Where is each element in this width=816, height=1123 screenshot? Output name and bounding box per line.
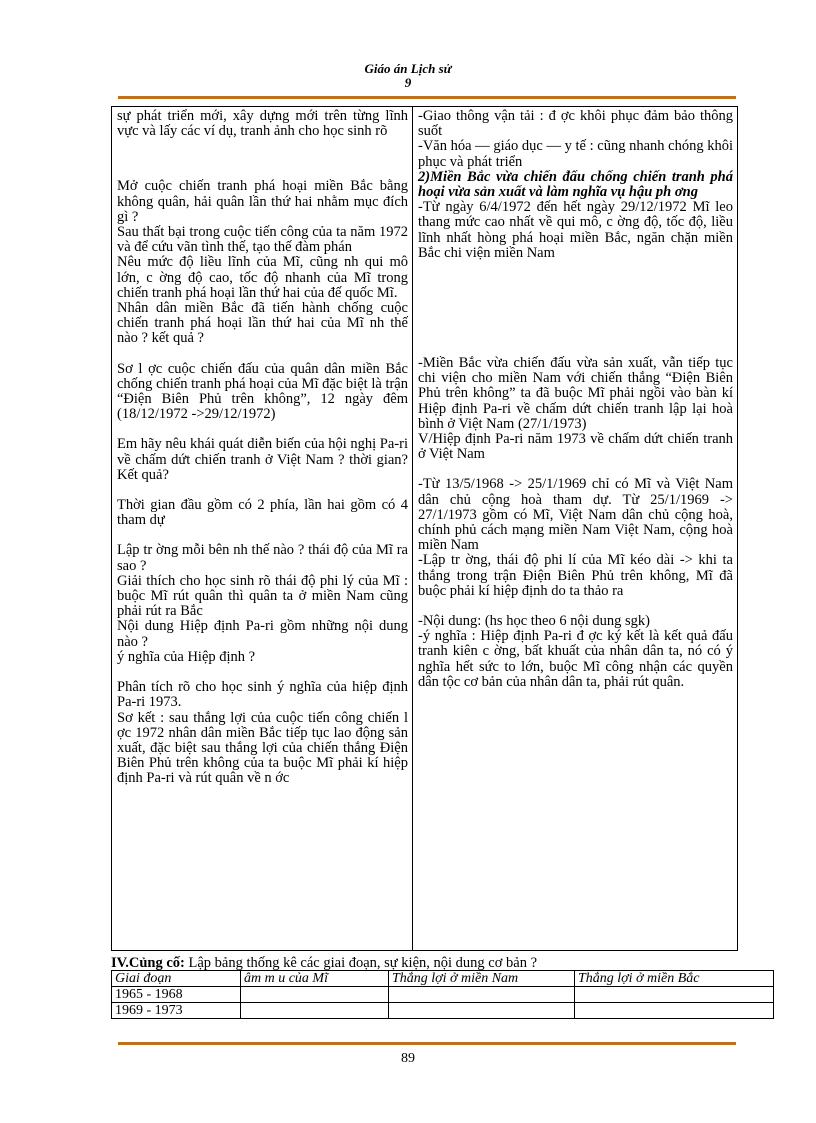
lesson-table <box>111 106 738 951</box>
summary-header-row <box>112 971 774 987</box>
summary-row <box>112 1003 774 1019</box>
left-para: ý nghĩa của Hiệp định ? <box>117 648 256 665</box>
summary-cell: 1965 - 1968 <box>112 987 241 1003</box>
section-heading: 2)Miền Bắc vừa chiến đấu chống chiến tranh phá hoại vừa sản xuất và làm nghĩa vụ hậu ph ơng <box>418 168 733 201</box>
left-para: Sơ kết : sau thắng lợi của cuộc tiến công chiến l ợc 1972 nhân dân miền Bắc tiếp tục lao động sản xuất, đặc biệt sau thắng lợi của chiến thắng Điện Biên Phủ trên không của ta buộc Mĩ phải kí hiệp định Pa-ri và rút quân về n ớc <box>117 709 408 787</box>
left-para: sự phát triển mới, xây dựng mới trên từng lĩnh vực và lấy các ví dụ, tranh ảnh cho học sinh rõ <box>117 108 408 140</box>
left-para: Thời gian đầu gồm có 2 phía, lần hai gồm có 4 tham dự <box>117 497 408 529</box>
left-para: Lập tr ờng mỗi bên nh thế nào ? thái độ của Mĩ ra sao ? <box>117 542 408 574</box>
content-column <box>413 107 738 951</box>
right-para: -Nội dung: (hs học theo 6 nội dung sgk) <box>418 613 650 630</box>
summary-cell <box>241 987 389 1003</box>
summary-cell <box>241 1003 389 1019</box>
header-grade: 9 <box>404 75 412 90</box>
teacher-column <box>112 107 413 951</box>
section-heading: V/Hiệp định Pa-ri năm 1973 về chấm dứt chiến tranh ở Việt Nam <box>418 431 733 463</box>
right-para: -Từ 13/5/1968 -> 25/1/1969 chỉ có Mĩ và Việt Nam dân chủ cộng hoà tham dự. Từ 25/1/1969 -> 27/1/1973 gồm có Mĩ, Việt Nam dân chủ cộng hoà, chính phủ cách mạng miền Nam Việt Nam, cộng hoà miền Nam <box>418 476 733 554</box>
right-para: -ý nghĩa : Hiệp định Pa-ri đ ợc ký kết là kết quả đấu tranh kiên c ờng, bất khuất của nhân dân ta, nó có ý nghĩa hết sức to lớn, buộc Mĩ công nhận các quyền dân tộc cơ bản của nhân dân ta, phải rút quân. <box>418 628 733 690</box>
right-para: -Từ ngày 6/4/1972 đến hết ngày 29/12/1972 Mĩ leo thang mức cao nhất về qui mô, c ờng độ, tốc độ, liều lĩnh nhất hòng phá hoại miền Bắc, ngăn chặn miền Bắc chi viện miền Nam <box>418 199 733 261</box>
summary-header-cell: Thắng lợi ở miền Bắc <box>575 971 774 987</box>
summary-cell: 1969 - 1973 <box>112 1003 241 1019</box>
left-para: Giải thích cho học sinh rõ thái độ phi lý của Mĩ : buộc Mĩ rút quân thì quân ta ở miền Nam cũng phải rút ra Bắc <box>117 572 408 620</box>
left-para: Nhân dân miền Bắc đã tiến hành chống cuộc chiến tranh phá hoại lần thứ hai của Mĩ nh thế nào ? kết quả ? <box>117 300 408 347</box>
summary-table <box>111 970 774 1019</box>
left-para: Sau thất bại trong cuộc tiến công của ta năm 1972 và để cứu vãn tình thế, tạo thế đàm phán <box>117 224 408 256</box>
left-para: Em hãy nêu khái quát diễn biến của hội nghị Pa-ri về chấm dứt chiến tranh ở Việt Nam ? thời gian? Kết quả? <box>117 436 408 483</box>
footer-rule <box>118 1042 736 1045</box>
right-para: -Văn hóa — giáo dục — y tế : cũng nhanh chóng khôi phục và phát triển <box>418 138 733 170</box>
right-para: -Giao thông vận tải : đ ợc khôi phục đảm bảo thông suốt <box>418 108 733 140</box>
header-title: Giáo án Lịch sử <box>364 61 452 76</box>
summary-header-cell: âm m u của Mĩ <box>241 971 389 987</box>
header-rule <box>118 96 736 99</box>
summary-row <box>112 987 774 1003</box>
page-number: 89 <box>401 1051 415 1066</box>
summary-header-cell: Giai đoạn <box>112 971 241 987</box>
left-para: Nêu mức độ liều lĩnh của Mĩ, cũng nh qui mô lớn, c ờng độ cao, tốc độ nhanh của Mĩ trong chiến tranh phá hoại lần thứ hai của đế quốc Mĩ. <box>117 254 408 301</box>
left-para: Sơ l ợc cuộc chiến đấu của quân dân miền Bắc chống chiến tranh phá hoại của Mĩ đặc biệt là trận “Điện Biên Phủ trên không”, 12 ngày đêm (18/12/1972 ->29/12/1972) <box>117 360 408 423</box>
right-para: -Lập tr ờng, thái độ phi lí của Mĩ kéo dài -> khi ta thắng trong trận Điện Biên Phủ trên không, Mĩ đã buộc phải kí hiệp định do ta thảo ra <box>418 552 733 599</box>
left-para: Nội dung Hiệp định Pa-ri gồm những nội dung nào ? <box>117 618 408 650</box>
summary-cell <box>389 987 575 1003</box>
summary-cell <box>389 1003 575 1019</box>
consolidation-label: IV.Củng cố: <box>111 955 185 971</box>
summary-cell <box>575 1003 774 1019</box>
consolidation-text: Lập bảng thống kê các giai đoạn, sự kiện, nội dung cơ bản ? <box>188 955 538 971</box>
left-para: Phân tích rõ cho học sinh ý nghĩa của hiệp định Pa-ri 1973. <box>117 679 408 711</box>
summary-cell <box>575 987 774 1003</box>
left-para: Mở cuộc chiến tranh phá hoại miền Bắc bằng không quân, hải quân lần thứ hai nhằm mục đích gì ? <box>117 178 408 225</box>
summary-header-cell: Thắng lợi ở miền Nam <box>389 971 575 987</box>
right-para: -Miền Bắc vừa chiến đấu vừa sản xuất, vẫn tiếp tục chi viện cho miền Nam với chiến thắng “Điện Biên Phủ trên không” ta đã buộc Mĩ phải ngồi vào bàn kí Hiệp định Pa-ri về chấm dứt chiến tranh lập lại hoà bình ở Việt Nam (27/1/1973) <box>418 355 733 432</box>
